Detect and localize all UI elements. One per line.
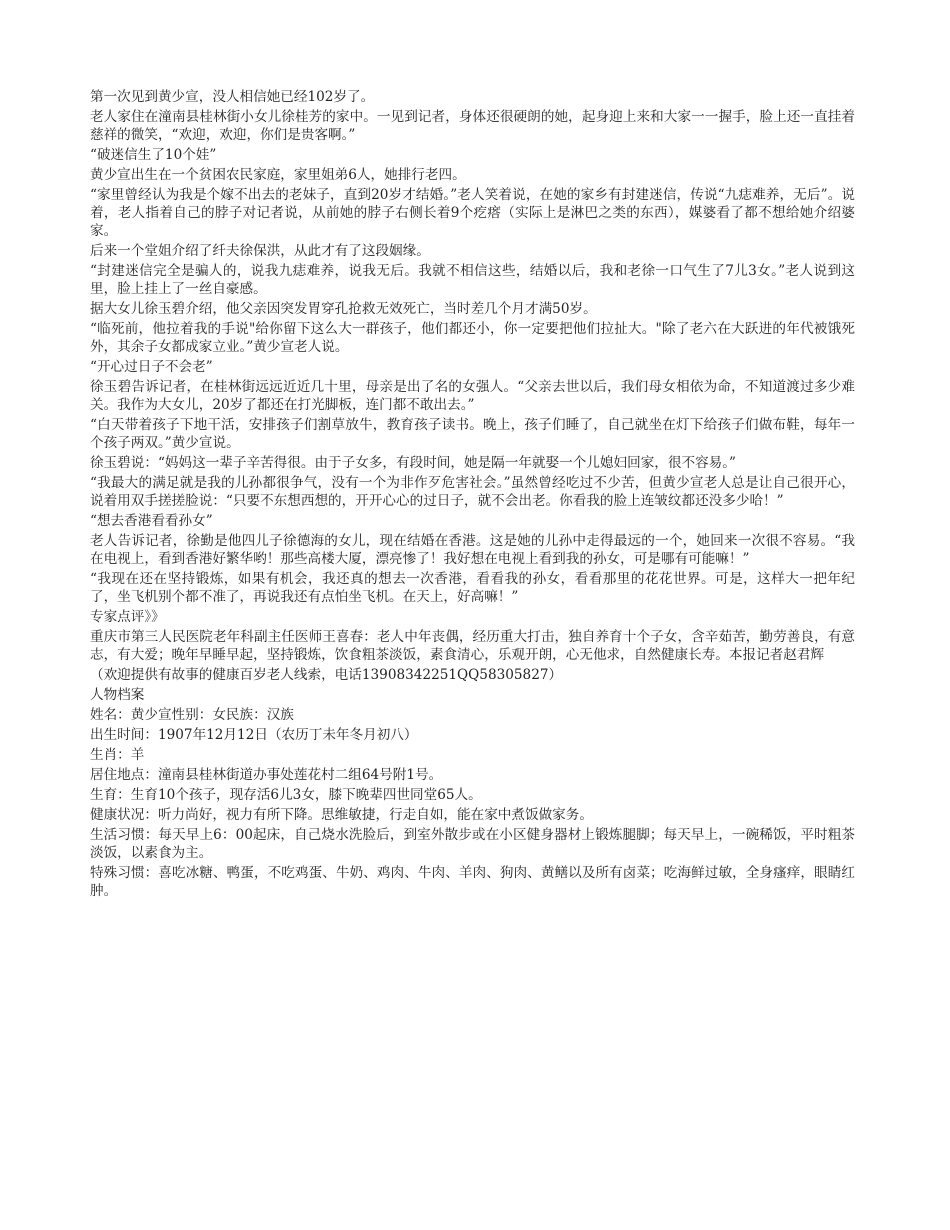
body-paragraph: 黄少宣出生在一个贫困农民家庭，家里姐弟6人，她排行老四。: [90, 167, 466, 183]
section-heading: 专家点评》》: [90, 609, 165, 625]
body-paragraph: “封建迷信完全是骗人的，说我九痣难养，说我无后。我就不相信这些，结婚以后，我和老徐一口气生了7儿3女。”老人说到这里，脸上挂上了一丝自豪感。: [90, 263, 855, 297]
profile-line: 姓名：黄少宣性别：女民族：汉族: [90, 707, 294, 723]
profile-line: 生肖：羊: [90, 747, 145, 763]
body-paragraph: “白天带着孩子下地干活，安排孩子们割草放牛，教育孩子读书。晚上，孩子们睡了，自己就坐在灯下给孩子们做布鞋，每年一个孩子两双。”黄少宣说。: [90, 417, 855, 451]
body-paragraph: “我现在还在坚持锻炼，如果有机会，我还真的想去一次香港，看看我的孙女，看看那里的花花世界。可是，这样大一把年纪了，坐飞机别个都不准了，再说我还有点怕坐飞机。在天上，好高嘛！”: [90, 571, 855, 605]
body-paragraph: “临死前，他拉着我的手说"给你留下这么大一群孩子，他们都还小，你一定要把他们拉扯大。"除了老六在大跃进的年代被饿死外，其余子女都成家立业。”黄少宣老人说。: [90, 321, 855, 355]
profile-line: 健康状况：听力尚好，视力有所下降。思维敏捷，行走自如，能在家中煮饭做家务。: [90, 807, 593, 823]
section-heading: “想去香港看看孙女”: [90, 513, 213, 529]
expert-comment: 重庆市第三人民医院老年科副主任医师王喜春：老人中年丧偶，经历重大打击，独自养育十个子女，含辛茹苦，勤劳善良，有意志，有大爱；晚年早睡早起，坚持锻炼，饮食粗茶淡饭，素食清心，乐观开朗，心无他求，自然健康长寿。本报记者赵君辉: [90, 629, 855, 663]
body-paragraph: 徐玉碧说：“妈妈这一辈子辛苦得很。由于子女多，有段时间，她是隔一年就娶一个儿媳妇回家，很不容易。”: [90, 455, 737, 471]
body-paragraph: “我最大的满足就是我的儿孙都很争气，没有一个为非作歹危害社会。”虽然曾经吃过不少苦，但黄少宣老人总是让自己很开心，说着用双手搓搓脸说：“只要不东想西想的，开开心心的过日子，就不会出老。你看我的脸上连皱纹都还没多少哈！”: [90, 475, 855, 509]
article-body: [90, 88, 855, 902]
section-heading: “破迷信生了10个娃”: [90, 147, 217, 163]
profile-line: 特殊习惯：喜吃冰糖、鸭蛋，不吃鸡蛋、牛奶、鸡肉、牛肉、羊肉、狗肉、黄鳝以及所有卤菜；吃海鲜过敏，全身瘙痒，眼睛红肿。: [90, 865, 855, 899]
profile-line: 居住地点：潼南县桂林街道办事处莲花村二组64号附1号。: [90, 767, 443, 783]
section-heading: “开心过日子不会老”: [90, 359, 213, 375]
body-paragraph: 徐玉碧告诉记者，在桂林街远远近近几十里，母亲是出了名的女强人。“父亲去世以后，我们母女相依为命，不知道渡过多少难关。我作为大女儿，20岁了都还在打光脚板，连门都不敢出去。”: [90, 379, 855, 413]
body-paragraph: 后来一个堂姐介绍了纤夫徐保洪，从此才有了这段姻缘。: [90, 243, 430, 259]
profile-line: 生育：生育10个孩子，现存活6儿3女，膝下晚辈四世同堂65人。: [90, 787, 482, 803]
profile-line: 出生时间：1907年12月12日（农历丁未年冬月初八）: [90, 727, 418, 743]
body-paragraph: 据大女儿徐玉碧介绍，他父亲因突发胃穿孔抢救无效死亡，当时差几个月才满50岁。: [90, 301, 597, 317]
body-paragraph: “家里曾经认为我是个嫁不出去的老妹子，直到20岁才结婚。”老人笑着说，在她的家乡有封建迷信，传说“九痣难养，无后”。说着，老人指着自己的脖子对记者说，从前她的脖子右侧长着9个疙瘩（实际上是淋巴之类的东西），媒婆看了都不想给她介绍婆家。: [90, 187, 855, 239]
contact-note: （欢迎提供有故事的健康百岁老人线索，电话13908342251QQ58305827）: [90, 667, 563, 683]
body-paragraph: 老人家住在潼南县桂林街小女儿徐桂芳的家中。一见到记者，身体还很硬朗的她，起身迎上来和大家一一握手，脸上还一直挂着慈祥的微笑，“欢迎，欢迎，你们是贵客啊。”: [90, 109, 855, 143]
profile-heading: 人物档案: [90, 687, 145, 703]
profile-line: 生活习惯：每天早上6：00起床，自己烧水洗脸后，到室外散步或在小区健身器材上锻炼腿脚；每天早上，一碗稀饭，平时粗茶淡饭，以素食为主。: [90, 827, 855, 861]
body-paragraph: 老人告诉记者，徐勤是他四儿子徐德海的女儿，现在结婚在香港。这是她的儿孙中走得最远的一个，她回来一次很不容易。“我在电视上，看到香港好繁华哟！那些高楼大厦，漂亮惨了！我好想在电视上看到我的孙女，可是哪有可能嘛！”: [90, 533, 855, 567]
intro-paragraph: 第一次见到黄少宣，没人相信她已经102岁了。: [90, 89, 375, 105]
